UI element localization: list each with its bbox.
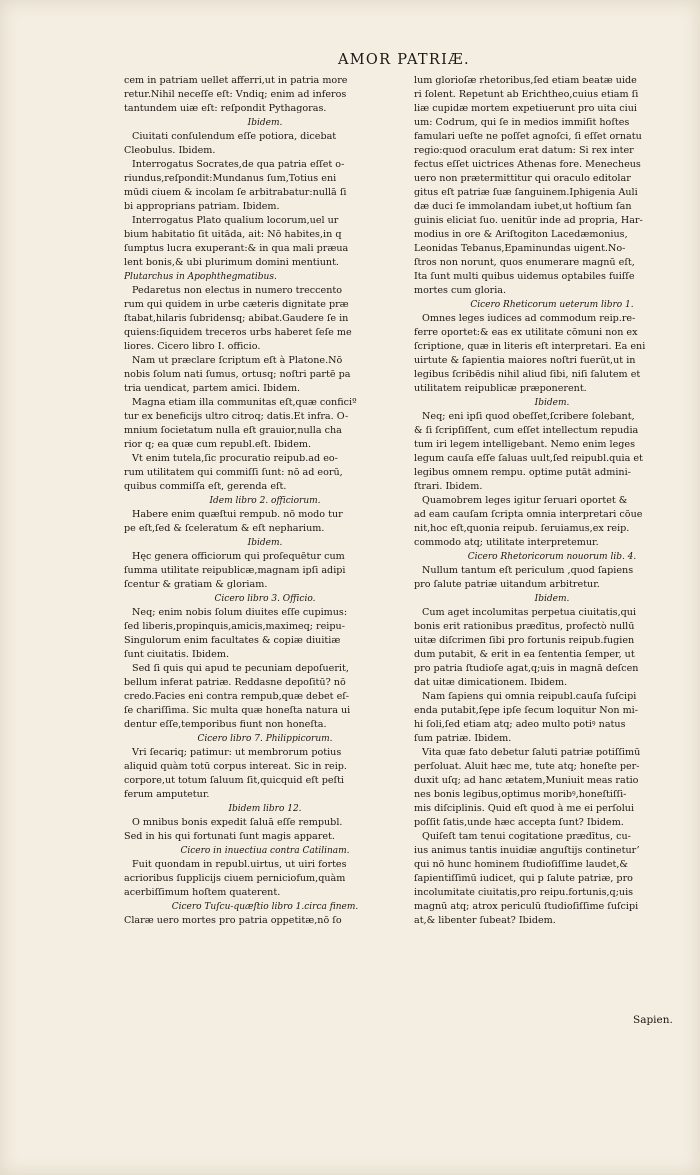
left-column-text-line: mūdi ciuem & incolam ſe arbitrabatur:nullā ſi — [124, 187, 347, 198]
left-column-paragraph-start: Magna etiam illa communitas eſt,quæ conficiº — [132, 397, 357, 408]
left-column-paragraph-start: Interrogatus Socrates,de qua patria eſſet o- — [132, 159, 345, 170]
left-column-paragraph-start: Neq; enim nobis ſolum diuites eſſe cupimus: — [132, 607, 348, 618]
left-column-text-line: riundus,reſpondit:Mundanus ſum,Totius eni — [124, 173, 337, 184]
left-column-paragraph-start: O mnibus bonis expedit ſaluā eſſe rempubl. — [132, 817, 343, 828]
right-column-text-line: Leonidas Tebanus,Epaminundas uigent.No- — [414, 243, 626, 254]
left-column-text-line: ſumptus lucra exuperant:& in qua mali præua — [124, 243, 349, 254]
right-column-text-line: pro ſalute patriæ uitandum arbitretur. — [414, 579, 600, 590]
right-column-source-citation: Cicero Rheticorum ueterum libro 1. — [470, 300, 634, 310]
left-column-source-citation: Plutarchus in Apophthegmatibus. — [124, 272, 277, 282]
right-column-paragraph-start: Omnes leges iudices ad commodum reip.re- — [422, 313, 636, 324]
left-column-text-line: retur.Nihil neceſſe eſt: Vndiq; enim ad inferos — [124, 89, 347, 100]
right-column-text-line: incolumitate ciuitatis,pro reipu.fortunis,q;uis — [414, 887, 634, 898]
left-column-paragraph-start: Fuit quondam in republ.uirtus, ut uiri fortes — [132, 859, 347, 870]
right-column-text-line: guinis eliciat ſuo. uenitūr inde ad propria, Har- — [414, 215, 643, 226]
left-column-paragraph-start: Interrogatus Plato qualium locorum,uel ur — [132, 215, 339, 226]
right-column-source-citation: Ibidem. — [534, 398, 570, 408]
left-column-text-line: tria uendicat, partem amici. Ibidem. — [124, 383, 301, 394]
right-column-text-line: ſcriptione, quæ in literis eſt interpretari. Ea eni — [414, 341, 646, 352]
left-column-text-line: quibus commiſſa eſt, gerenda eſt. — [124, 481, 287, 492]
left-column-text-line: tur ex beneficijs ultro citroq; datis.Et infra. O- — [124, 411, 349, 422]
right-column-text-line: mis diſciplinis. Quid eſt quod à me ei perſolui — [414, 803, 635, 814]
right-column-text-line: ſtros non norunt, quos enumerare magnū eſt, — [414, 257, 635, 268]
right-column-paragraph-start: Quamobrem leges igitur ſeruari oportet & — [422, 495, 628, 506]
right-column-text-line: uitæ diſcrimen ſibi pro fortunis reipub.fugien — [414, 635, 635, 646]
right-column-text-line: legum cauſa eſſe ſaluas uult,ſed reipubl.quia et — [414, 453, 643, 464]
right-column-text-line: modius in ore & Ariſtogiton Lacedæmonius, — [414, 229, 628, 240]
right-column-text-line: gitus eſt patriæ ſuæ ſanguinem.Iphigenia Auli — [414, 187, 638, 198]
right-column-text-line: hi ſoli,ſed etiam atq; adeo multo potiꝰ natus — [414, 719, 626, 730]
left-column-text-line: ſe chariſſima. Sic multa quæ honeſta natura ui — [124, 705, 351, 716]
right-column-text-line: magnū atq; atrox periculū ſtudioſiſſime ſuſcipi — [414, 901, 639, 912]
right-column-text-line: uirtute & ſapientia maiores noſtri fuerūt,ut in — [414, 355, 636, 366]
left-column-text-line: ſunt ciuitatis. Ibidem. — [124, 649, 229, 660]
left-column-paragraph-start: Habere enim quæſtui rempub. nō modo tur — [132, 509, 343, 520]
right-column-text-line: nit,hoc eſt,quonia reipub. ſeruiamus,ex reip. — [414, 523, 630, 534]
right-column-text-line: legibus omnem rempu. optime putāt admini- — [414, 467, 631, 478]
left-column-text-line: bi approprians patriam. Ibidem. — [124, 201, 280, 212]
right-column-paragraph-start: Neq; eni ipſi quod obeſſet,ſcribere ſolebant, — [422, 411, 635, 422]
left-column-text-line: pe eſt,ſed & ſceleratum & eſt nepharium. — [124, 523, 325, 534]
left-column-source-citation: Cicero Tuſcu-quæſtio libro 1.circa finem. — [171, 902, 359, 912]
left-column-source-citation: Cicero libro 7. Philippicorum. — [197, 734, 333, 744]
right-column — [414, 74, 690, 928]
left-column-source-citation: Idem libro 2. officiorum. — [209, 496, 321, 506]
right-column-text-line: ſtrari. Ibidem. — [414, 481, 483, 492]
right-column-text-line: ſum patriæ. Ibidem. — [414, 733, 512, 744]
left-column-text-line: ſcentur & gratiam & gloriam. — [124, 579, 268, 590]
left-column-text-line: lent bonis,& ubi plurimum domini mentiunt. — [124, 257, 339, 268]
right-column-text-line: commodo atq; utilitate interpretemur. — [414, 537, 599, 548]
right-column-text-line: perſoluat. Aluit hæc me, tute atq; honeſte per- — [414, 761, 640, 772]
right-column-text-line: & ſi ſcripſiſſent, cum eſſet intellectum repudia — [414, 425, 639, 436]
right-column-text-line: regio:quod oraculum erat datum: Si rex inter — [414, 145, 634, 156]
left-column-source-citation: Ibidem. — [247, 118, 283, 128]
left-column-source-citation: Cicero libro 3. Officio. — [214, 594, 316, 604]
right-column-text-line: liæ cupidæ mortem expetiuerunt pro uita ciui — [414, 103, 637, 114]
left-column-text-line: Sed in his qui fortunati ſunt magis apparet. — [124, 831, 335, 842]
left-column-text-line: dentur eſſe,temporibus fiunt non honeſta. — [124, 719, 327, 730]
right-column-text-line: fectus eſſet uictrices Athenas fore. Menecheus — [414, 159, 641, 170]
left-column-text-line: ſumma utilitate reipublicæ,magnam ipſi adipi — [124, 565, 346, 576]
left-column-paragraph-start: Ciuitati conſulendum eſſe potiora, dicebat — [132, 131, 337, 142]
right-column-text-line: ius animus tantis inuidiæ anguſtijs contineturʼ — [414, 845, 640, 856]
left-column-text-line: nobis ſolum nati ſumus, ortusq; noſtri partē pa — [124, 369, 351, 380]
left-column-text-line: bium habitatio ſit uitāda, ait: Nō habites,in q — [124, 229, 342, 240]
right-column-text-line: um: Codrum, qui ſe in medios immiſit hoſtes — [414, 117, 630, 128]
left-column-source-citation: Ibidem. — [247, 538, 283, 548]
right-column-paragraph-start: Nam ſapiens qui omnia reipubl.cauſa ſuſcipi — [422, 691, 637, 702]
right-column-text-line: Ita ſunt multi quibus uidemus optabiles fuiſſe — [414, 271, 635, 282]
right-column-text-line: lum glorioſæ rhetoribus,ſed etiam beatæ uide — [414, 75, 637, 86]
right-column-text-line: dat uitæ dimicationem. Ibidem. — [414, 677, 568, 688]
left-column-text-line: rum qui quidem in urbe cæteris dignitate præ — [124, 299, 349, 310]
right-column-text-line: dæ duci ſe immolandam iubet,ut hoſtium ſan — [414, 201, 632, 212]
left-column-text-line: Cleobulus. Ibidem. — [124, 145, 216, 156]
left-column-text-line: cem in patriam uellet afferri,ut in patria more — [124, 75, 348, 86]
right-column-text-line: poſſit ſatis,unde hæc accepta ſunt? Ibidem. — [414, 817, 624, 828]
right-column-text-line: bonis erit rationibus prædītus, profectò nullū — [414, 621, 635, 632]
right-column-text-line: tum iri legem intelligebant. Nemo enim leges — [414, 439, 636, 450]
left-column-text-line: ferum amputetur. — [124, 789, 210, 800]
left-column-paragraph-start: Nam ut præclare ſcriptum eſt à Platone.Nō — [132, 355, 343, 366]
left-column-text-line: rior q; ea quæ cum republ.eſt. Ibidem. — [124, 439, 312, 450]
right-column-text-line: enda putabit,ſępe ipſe ſecum loquitur Non mi- — [414, 705, 638, 716]
right-column-text-line: uero non prætermittitur qui oraculo editolar — [414, 173, 631, 184]
right-column-source-citation: Cicero Rhetoricorum nouorum lib. 4. — [467, 552, 637, 562]
left-column-text-line: bellum inferat patriæ. Reddasne depoſitū? nō — [124, 677, 346, 688]
left-column-text-line: credo.Facies eni contra rempub,quæ debet eſ- — [124, 691, 350, 702]
left-column-text-line: aliquid quàm totū corpus intereat. Sic in reip. — [124, 761, 347, 772]
left-column-paragraph-start: Vt enim tutela,ſic procuratio reipub.ad eo- — [132, 453, 338, 464]
left-column-paragraph-start: Pedaretus non electus in numero treccento — [132, 285, 343, 296]
right-column-text-line: ferre oportet:& eas ex utilitate cōmuni non ex — [414, 327, 638, 338]
left-column-text-line: quiens:ſiquidem treceтos urbs haberet ſeſe me — [124, 327, 352, 338]
right-column-source-citation: Ibidem. — [534, 594, 570, 604]
right-column-text-line: ad eam cauſam ſcripta omnia interpretari cōue — [414, 509, 643, 520]
right-column-text-line: at,& libenter ſubeat? Ibidem. — [414, 915, 556, 926]
left-column-source-citation: Cicero in inuectiua contra Catilinam. — [180, 846, 350, 856]
left-column-text-line: mnium ſocietatum nulla eſt grauior,nulla cha — [124, 425, 342, 436]
left-column-text-line: rum utilitatem qui commiſſi ſunt: nō ad eorū, — [124, 467, 343, 478]
left-column-paragraph-start: Vri ſecariq; patimur: ut membrorum potius — [132, 747, 342, 758]
running-head: AMOR PATRIÆ. — [338, 52, 470, 68]
left-column-source-citation: Ibidem libro 12. — [228, 804, 302, 814]
left-column-paragraph-start: Sed ſi quis qui apud te pecuniam depoſuerit, — [132, 663, 349, 674]
left-column-text-line: liores. Cicero libro I. officio. — [124, 341, 261, 352]
catchword: Sapien. — [633, 1014, 673, 1026]
left-column-text-line: acerbiſſimum hoſtem quaterent. — [124, 887, 281, 898]
right-column-paragraph-start: Quiſeſt tam tenui cogitatione prædītus, cu- — [422, 831, 631, 842]
right-column-text-line: pro patria ſtudioſe agat,q;uis in magnā deſcen — [414, 663, 639, 674]
left-column-text-line: ſed liberis,propinquis,amicis,maximeq; reipu- — [124, 621, 345, 632]
right-column-paragraph-start: Cum aget incolumitas perpetua ciuitatis,qui — [422, 607, 637, 618]
left-column-paragraph-start: Hęc genera officiorum qui proſequētur cum — [132, 551, 345, 562]
left-column-text-line: Singulorum enim facultates & copiæ diuitiæ — [124, 635, 341, 646]
right-column-text-line: dum putabit, & erit in ea ſententia ſemper, ut — [414, 649, 635, 660]
right-column-text-line: qui nō hunc hominem ſtudioſiſſime laudet,& — [414, 859, 628, 870]
right-column-text-line: utilitatem reipublicæ præponerent. — [414, 383, 587, 394]
left-column-text-line: Claræ uero mortes pro patria oppetitæ,nō ſo — [124, 915, 342, 926]
right-column-paragraph-start: Vita quæ fato debetur ſaluti patriæ potiſſimū — [422, 747, 641, 758]
right-column-paragraph-start: Nullum tantum eſt periculum ,quod ſapiens — [422, 565, 634, 576]
left-column-text-line: acrioribus ſupplicijs ciuem perniciofum,quàm — [124, 873, 346, 884]
left-column-text-line: tantundem uiæ eſt: reſpondit Pythagoras. — [124, 103, 327, 114]
right-column-text-line: famulari ueſte ne poſſet agnoſci, ſi eſſet ornatu — [414, 131, 642, 142]
right-column-text-line: legibus ſcribēdis nihil aliud ſibi, niſi ſalutem et — [414, 369, 641, 380]
right-column-text-line: ſapientiſſimū iudicet, qui p ſalute patriæ, pro — [414, 873, 633, 884]
right-column-text-line: nes bonis legibus,optimus moribꝰ,honeſtiſſi- — [414, 789, 627, 800]
right-column-text-line: duxit uſq; ad hanc ætatem,Muniuit meas ratio — [414, 775, 639, 786]
right-column-text-line: ri ſolent. Repetunt ab Erichtheo,cuius etiam ſi — [414, 89, 639, 100]
right-column-text-line: mortes cum gloria. — [414, 285, 507, 296]
left-column-text-line: ſtabat,hilaris ſubridensq; abibat.Gaudere ſe in — [124, 313, 349, 324]
left-column — [124, 74, 406, 928]
left-column-text-line: corpore,ut totum ſaluum ſit,quicquid eſt peſti — [124, 775, 344, 786]
